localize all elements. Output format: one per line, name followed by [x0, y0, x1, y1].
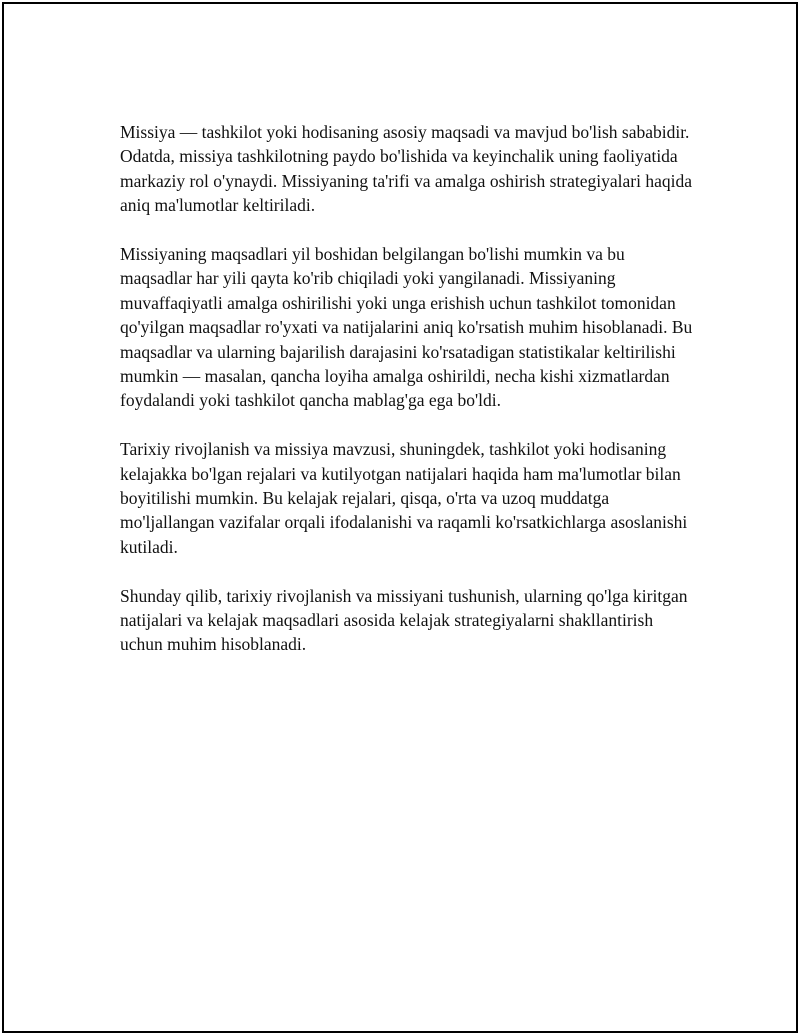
paragraph-conclusion: Shunday qilib, tarixiy rivojlanish va missiyani tushunish, ularning qo'lga kiritgan natijalari va kelajak maqsadlari asosida kelajak strategiyalarni shakllantirish uchun muhim hisoblanadi.	[120, 585, 688, 655]
paragraph-future-plans: Tarixiy rivojlanish va missiya mavzusi, shuningdek, tashkilot yoki hodisaning kelajakka bo'lgan rejalari va kutilyotgan natijalari haqida ham ma'lumotlar bilan boyitilishi mumkin. Bu kelajak rejalari, qisqa, o'rta va uzoq muddatga mo'ljallangan vazifalar orqali ifodalanishi va raqamli ko'rsatkichlarga asoslanishi kutiladi.	[120, 439, 688, 557]
paragraph-mission-definition: Missiya — tashkilot yoki hodisaning asosiy maqsadi va mavjud bo'lish sababidir. Odatda, missiya tashkilotning paydo bo'lishida va keyinchalik uning faoliyatida markaziy rol o'ynaydi. Missiyaning ta'rifi va amalga oshirish strategiyalari haqida aniq ma'lumotlar keltiriladi.	[120, 122, 692, 216]
page-border	[2, 2, 798, 1033]
document-body	[120, 120, 700, 681]
paragraph-mission-goals: Missiyaning maqsadlari yil boshidan belgilangan bo'lishi mumkin va bu maqsadlar har yili qayta ko'rib chiqiladi yoki yangilanadi. Missiyaning muvaffaqiyatli amalga oshirilishi yoki unga erishish uchun tashkilot tomonidan qo'yilgan maqsadlar ro'yxati va natijalarini aniq ko'rsatish muhim hisoblanadi. Bu maqsadlar va ularning bajarilish darajasini ko'rsatadigan statistikalar keltirilishi mumkin — masalan, qancha loyiha amalga oshirildi, necha kishi xizmatlardan foydalandi yoki tashkilot qancha mablag'ga ega bo'ldi.	[120, 244, 693, 411]
